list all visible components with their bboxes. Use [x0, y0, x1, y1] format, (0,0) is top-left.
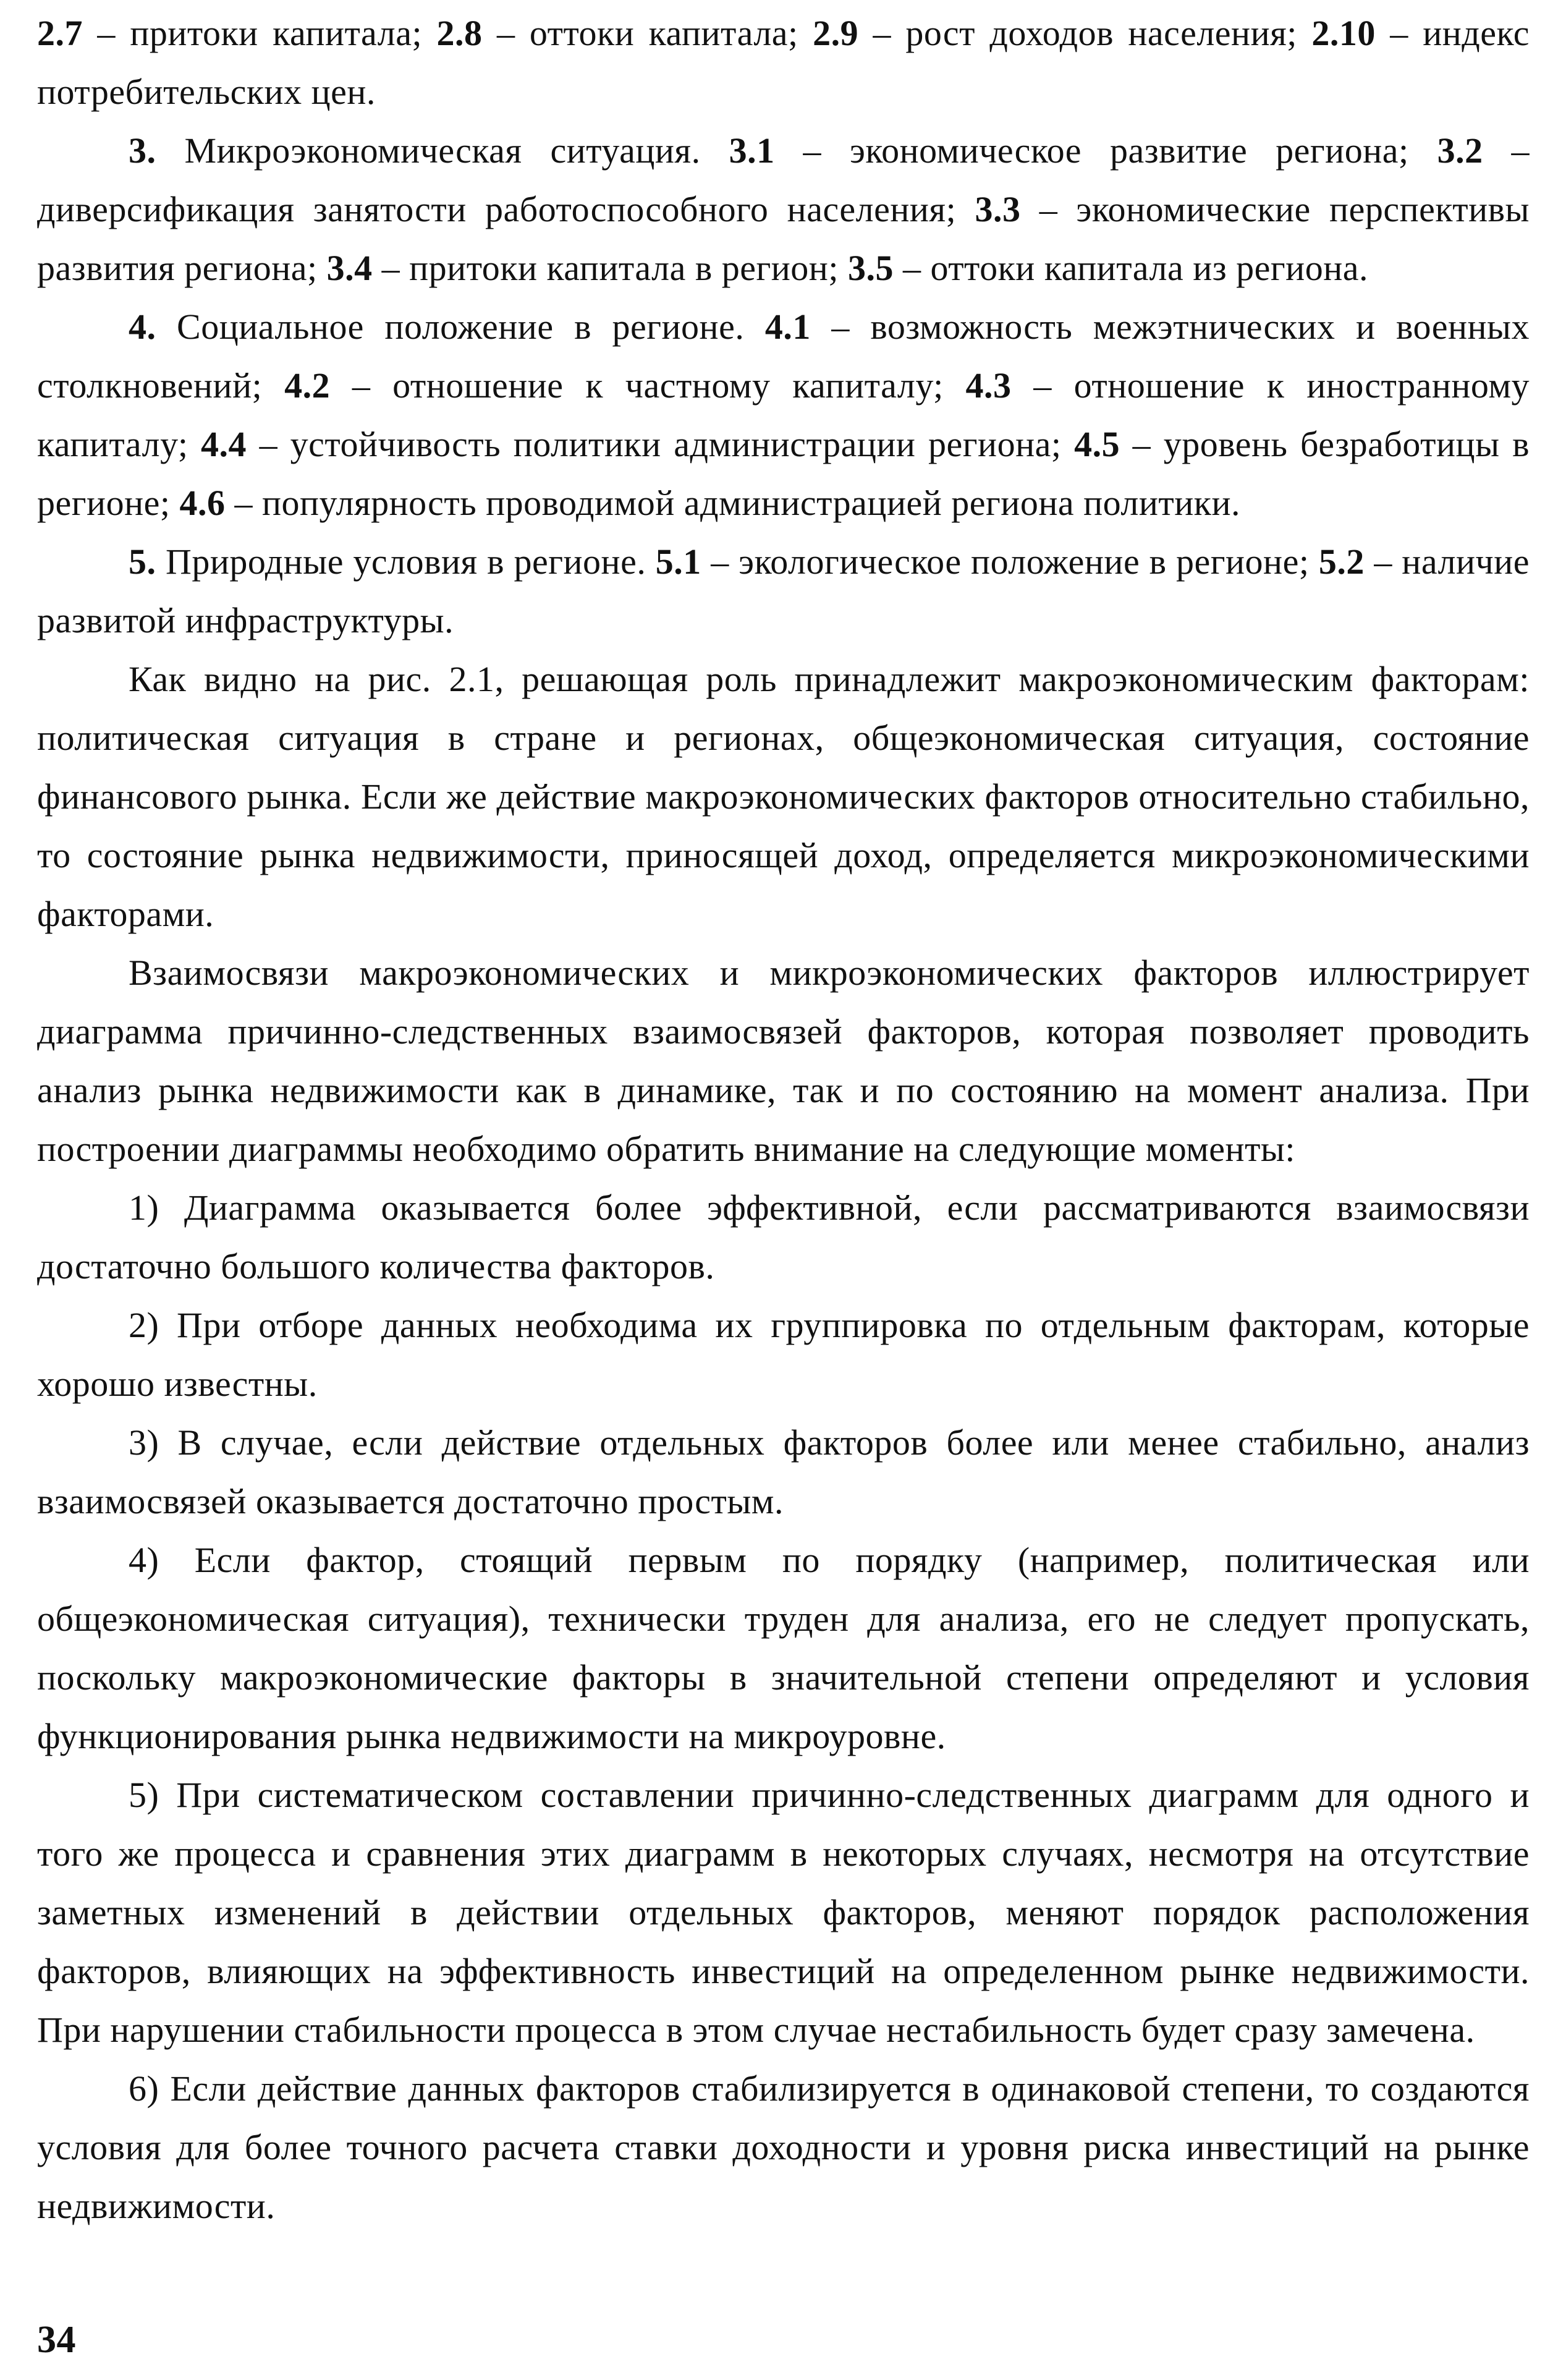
text-run: – индекс потребительских цен.	[37, 13, 1530, 112]
text-run: – отношение к иностранному капиталу;	[37, 365, 1530, 464]
item-number: 4.2	[284, 365, 331, 406]
text-run: – популярность проводимой администрацией региона политики.	[225, 483, 1240, 523]
item-number: 2.8	[436, 13, 483, 53]
paragraph-figure-discussion	[37, 650, 1530, 943]
item-number: 3.2	[1437, 130, 1483, 171]
item-number: 3.4	[326, 248, 373, 288]
text-run: – экологическое положение в регионе;	[701, 542, 1319, 582]
list-item-4	[37, 1531, 1530, 1766]
text-run: – экономические перспективы развития региона;	[37, 189, 1530, 288]
item-number: 3.1	[729, 130, 775, 171]
list-item-1	[37, 1178, 1530, 1296]
paragraph-social-situation	[37, 297, 1530, 532]
list-item-6	[37, 2059, 1530, 2235]
text-run: 1) Диаграмма оказывается более эффективной, если рассматриваются взаимосвязи достаточно большого количества факторов.	[37, 1188, 1530, 1286]
item-number: 3.	[129, 130, 156, 171]
text-run: – отношение к частному капиталу;	[330, 365, 966, 406]
item-number: 4.5	[1074, 424, 1120, 464]
item-number: 5.	[129, 542, 156, 582]
text-run: 2) При отборе данных необходима их группировка по отдельным факторам, которые хорошо известны.	[37, 1305, 1530, 1404]
text-run: Социальное положение в регионе.	[156, 307, 765, 347]
item-number: 2.7	[37, 13, 83, 53]
body-text	[37, 4, 1530, 2235]
item-number: 5.1	[655, 542, 701, 582]
text-run: Как видно на рис. 2.1, решающая роль принадлежит макроэкономическим факторам: политическая ситуация в стране и регионах, общеэкономическая ситуация, состояние финансового рынка. Если же действие макроэкономических факторов относительно стабильно, то состояние рынка недвижимости, приносящей доход, определяется микроэкономическими факторами.	[37, 659, 1530, 934]
paragraph-diagram-intro	[37, 943, 1530, 1178]
item-number: 4.	[129, 307, 156, 347]
text-run: Микроэкономическая ситуация.	[156, 130, 729, 171]
text-run: – наличие развитой инфраструктуры.	[37, 542, 1530, 640]
page-number: 34	[37, 2319, 76, 2361]
text-run: – уровень безработицы в регионе;	[37, 424, 1530, 523]
text-run: Взаимосвязи макроэкономических и микроэкономических факторов иллюстрирует диаграмма причинно-следственных взаимосвязей факторов, которая позволяет проводить анализ рынка недвижимости как в динамике, так и по состоянию на момент анализа. При построении диаграммы необходимо обратить внимание на следующие моменты:	[37, 953, 1530, 1169]
item-number: 5.2	[1318, 542, 1365, 582]
paragraph-microeconomic-situation	[37, 121, 1530, 297]
paragraph-factor-list-continuation	[37, 4, 1530, 121]
book-page	[37, 0, 1530, 2380]
list-item-2	[37, 1296, 1530, 1413]
text-run: – диверсификация занятости работоспособного населения;	[37, 130, 1530, 229]
text-run: 3) В случае, если действие отдельных факторов более или менее стабильно, анализ взаимосвязей оказывается достаточно простым.	[37, 1422, 1530, 1521]
text-run: – устойчивость политики администрации региона;	[247, 424, 1075, 464]
item-number: 2.9	[813, 13, 859, 53]
item-number: 3.5	[847, 248, 894, 288]
text-run: – притоки капитала;	[83, 13, 437, 53]
text-run: 6) Если действие данных факторов стабилизируется в одинаковой степени, то создаются условия для более точного расчета ставки доходности и уровня риска инвестиций на рынке недвижимости.	[37, 2068, 1530, 2226]
item-number: 2.10	[1311, 13, 1376, 53]
list-item-5	[37, 1766, 1530, 2059]
text-run: – оттоки капитала;	[482, 13, 813, 53]
item-number: 4.1	[764, 307, 811, 347]
list-item-3	[37, 1413, 1530, 1531]
text-run: – оттоки капитала из региона.	[893, 248, 1369, 288]
text-run: – притоки капитала в регион;	[372, 248, 848, 288]
item-number: 4.3	[965, 365, 1012, 406]
text-run: – экономическое развитие региона;	[774, 130, 1437, 171]
text-run: – рост доходов населения;	[858, 13, 1312, 53]
text-run: 4) Если фактор, стоящий первым по порядку (например, политическая или общеэкономическая ситуация), технически труден для анализа, его не следует пропускать, поскольку макроэкономические факторы в значительной степени определяют и условия функционирования рынка недвижимости на микроуровне.	[37, 1540, 1530, 1756]
text-run: 5) При систематическом составлении причинно-следственных диаграмм для одного и того же процесса и сравнения этих диаграмм в некоторых случаях, несмотря на отсутствие заметных изменений в действии отдельных факторов, меняют порядок расположения факторов, влияющих на эффективность инвестиций на определенном рынке недвижимости. При нарушении стабильности процесса в этом случае нестабильность будет сразу замечена.	[37, 1775, 1530, 2050]
paragraph-natural-conditions	[37, 532, 1530, 650]
text-run: Природные условия в регионе.	[156, 542, 656, 582]
item-number: 4.6	[179, 483, 226, 523]
item-number: 4.4	[201, 424, 247, 464]
item-number: 3.3	[975, 189, 1021, 229]
text-run: – возможность межэтнических и военных столкновений;	[37, 307, 1530, 406]
